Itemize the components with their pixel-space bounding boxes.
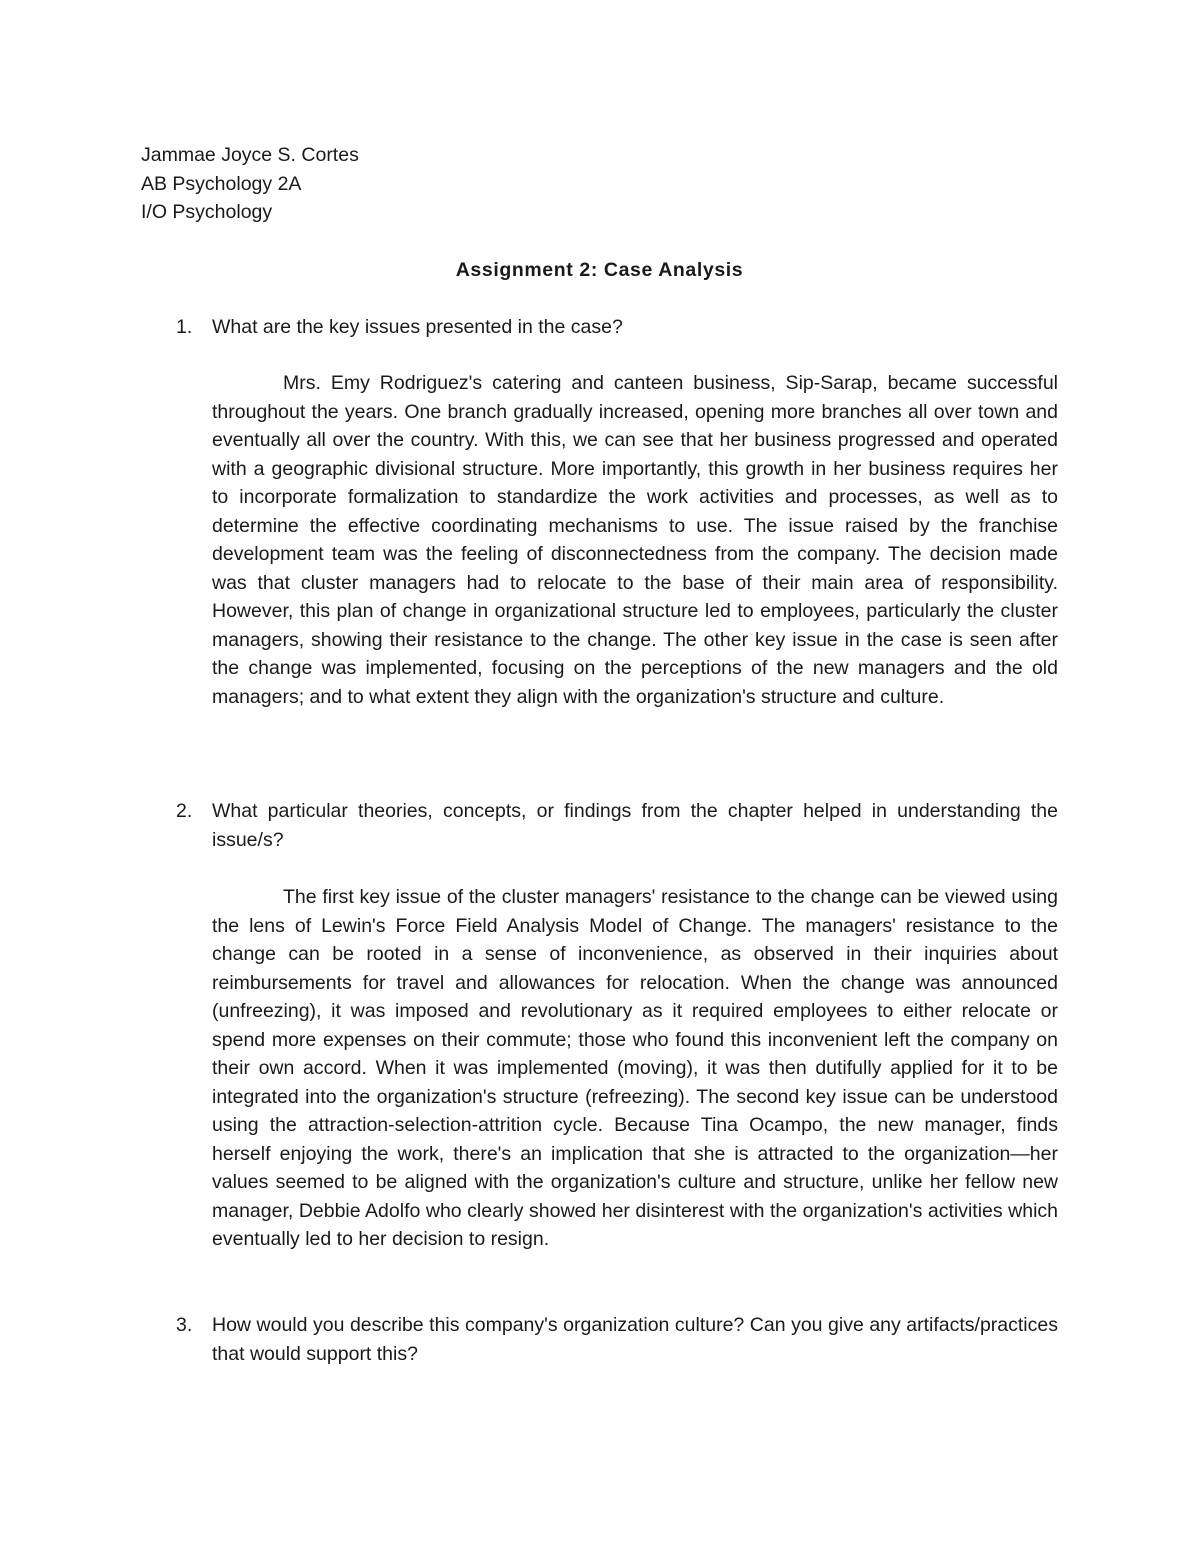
question-number: 1.	[176, 316, 193, 338]
question-3	[141, 1311, 1058, 1368]
subject-name: I/O Psychology	[141, 201, 273, 223]
question-text: How would you describe this company's organization culture? Can you give any artifacts/practices that would support this?	[212, 1314, 1058, 1365]
question-2	[141, 797, 1058, 854]
question-number: 3.	[176, 1314, 193, 1336]
answer-2: The first key issue of the cluster managers' resistance to the change can be viewed using the lens of Lewin's Force Field Analysis Model of Change. The managers' resistance to the change can be rooted in a sense of inconvenience, as observed in their inquiries about reimbursements for travel and allowances for relocation. When the change was announced (unfreezing), it was imposed and revolutionary as it required employees to either relocate or spend more expenses on their commute; those who found this inconvenient left the company on their own accord. When it was implemented (moving), it was then dutifully applied for it to be integrated into the organization's structure (refreezing). The second key issue can be understood using the attraction-selection-attrition cycle. Because Tina Ocampo, the new manager, finds herself enjoying the work, there's an implication that she is attracted to the organization—her values seemed to be aligned with the organization's culture and structure, unlike her fellow new manager, Debbie Adolfo who clearly showed her disinterest with the organization's activities which eventually led to her decision to resign.	[212, 886, 1058, 1250]
author-header	[141, 141, 359, 227]
assignment-title: Assignment 2: Case Analysis	[455, 259, 744, 281]
course-section: AB Psychology 2A	[141, 172, 302, 195]
question-1	[141, 313, 1058, 342]
question-text: What particular theories, concepts, or findings from the chapter helped in understanding the issue/s?	[212, 800, 1058, 851]
author-name: Jammae Joyce S. Cortes	[141, 144, 359, 166]
question-text: What are the key issues presented in the case?	[212, 316, 623, 338]
question-number: 2.	[176, 800, 193, 822]
answer-1: Mrs. Emy Rodriguez's catering and canteen business, Sip-Sarap, became successful throughout the years. One branch gradually increased, opening more branches all over town and eventually all over the country. With this, we can see that her business progressed and operated with a geographic divisional structure. More importantly, this growth in her business requires her to incorporate formalization to standardize the work activities and processes, as well as to determine the effective coordinating mechanisms to use. The issue raised by the franchise development team was the feeling of disconnectedness from the company. The decision made was that cluster managers had to relocate to the base of their main area of responsibility. However, this plan of change in organizational structure led to employees, particularly the cluster managers, showing their resistance to the change. The other key issue in the case is seen after the change was implemented, focusing on the perceptions of the new managers and the old managers; and to what extent they align with the organization's structure and culture.	[212, 372, 1058, 708]
